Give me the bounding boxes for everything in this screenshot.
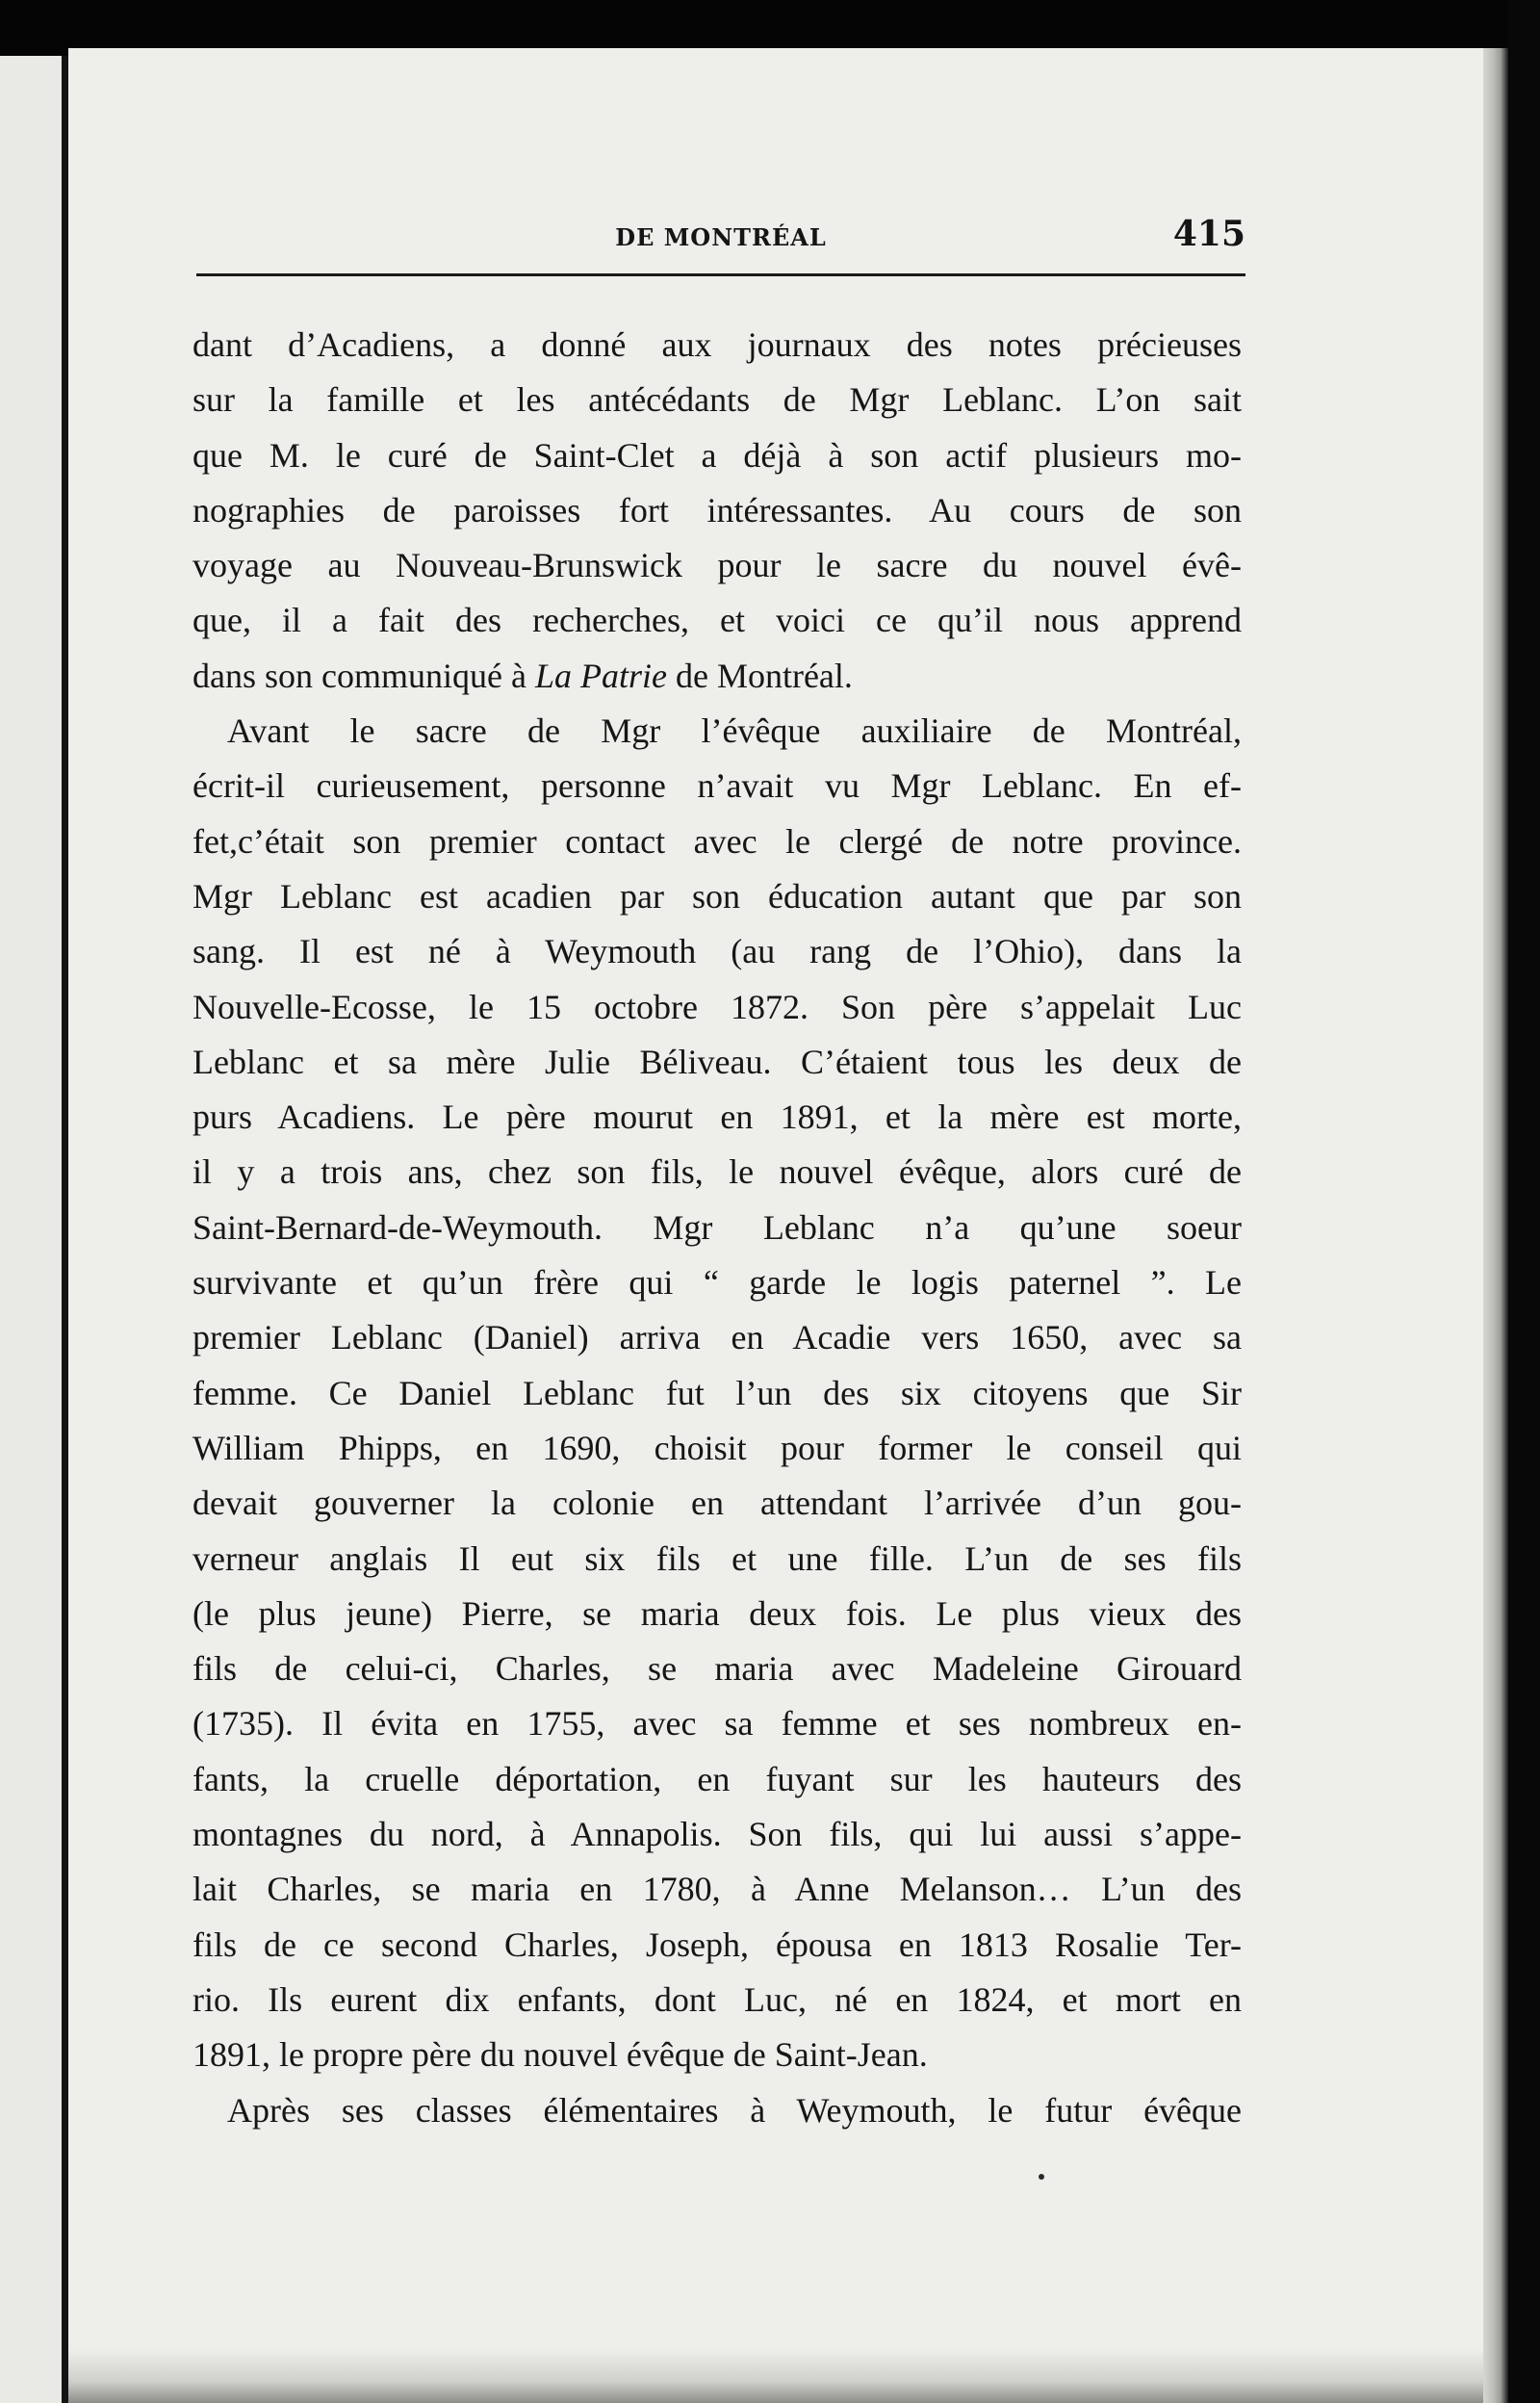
text-line: montagnes du nord, à Annapolis. Son fils, qui lui aussi s’appe- <box>192 1815 1242 1854</box>
text-line <box>192 649 1242 704</box>
header-rule <box>196 273 1245 276</box>
text-line: William Phipps, en 1690, choisit pour former le conseil qui <box>192 1428 1242 1467</box>
text-segment: de Montréal. <box>666 656 853 695</box>
text-line: fet,c’était son premier contact avec le clergé de notre province. <box>192 821 1242 861</box>
page-header <box>196 214 1245 266</box>
text-line: voyage au Nouveau-Brunswick pour le sacre du nouvel évê- <box>192 546 1242 585</box>
text-line: fils de celui-ci, Charles, se maria avec Madeleine Girouard <box>192 1649 1242 1689</box>
scan-left-margin <box>0 56 64 2403</box>
text-line: Avant le sacre de Mgr l’évêque auxiliaire de Montréal, <box>227 711 1242 751</box>
text-line: devait gouverner la colonie en attendant l’arrivée d’un gou- <box>192 1484 1242 1523</box>
text-line: premier Leblanc (Daniel) arriva en Acadie vers 1650, avec sa <box>192 1318 1242 1357</box>
text-line: il y a trois ans, chez son fils, le nouvel évêque, alors curé de <box>192 1152 1242 1192</box>
scan-right-border <box>1508 0 1540 2403</box>
text-line: purs Acadiens. Le père mourut en 1891, et la mère est morte, <box>192 1098 1242 1137</box>
running-head: DE MONTRÉAL <box>615 223 827 251</box>
text-line: que, il a fait des recherches, et voici ce qu’il nous apprend <box>192 601 1242 640</box>
page-number: 415 <box>1172 214 1245 254</box>
newspaper-title: La Patrie <box>534 656 667 695</box>
text-line: dant d’Acadiens, a donné aux journaux des notes précieuses <box>192 325 1242 364</box>
page-gutter-line <box>62 56 68 2403</box>
text-line: que M. le curé de Saint-Clet a déjà à son actif plusieurs mo- <box>192 435 1242 475</box>
text-line: femme. Ce Daniel Leblanc fut l’un des six citoyens que Sir <box>192 1373 1242 1412</box>
text-line: lait Charles, se maria en 1780, à Anne Melanson… L’un des <box>192 1870 1242 1909</box>
text-line: (1735). Il évita en 1755, avec sa femme et ses nombreux en- <box>192 1704 1242 1744</box>
text-line: Saint-Bernard-de-Weymouth. Mgr Leblanc n’a qu’une soeur <box>192 1207 1242 1247</box>
page-bottom-edge <box>68 2349 1483 2403</box>
text-segment: dans son communiqué à <box>192 656 535 695</box>
page-right-edge <box>1483 48 1508 2403</box>
text-line: Leblanc et sa mère Julie Béliveau. C’étaient tous les deux de <box>192 1042 1242 1081</box>
text-line: survivante et qu’un frère qui “ garde le logis paternel ”. Le <box>192 1263 1242 1303</box>
ink-speck <box>1039 2174 1044 2180</box>
text-line: nographies de paroisses fort intéressantes. Au cours de son <box>192 490 1242 530</box>
text-line: Mgr Leblanc est acadien par son éducation autant que par son <box>192 876 1242 916</box>
text-line: fants, la cruelle déportation, en fuyant sur les hauteurs des <box>192 1759 1242 1798</box>
body-text <box>192 318 1242 2138</box>
text-line: écrit-il curieusement, personne n’avait vu Mgr Leblanc. En ef- <box>192 766 1242 806</box>
text-line: verneur anglais Il eut six fils et une fille. L’un de ses fils <box>192 1538 1242 1578</box>
text-line: Nouvelle-Ecosse, le 15 octobre 1872. Son père s’appelait Luc <box>192 987 1242 1026</box>
text-line: (le plus jeune) Pierre, se maria deux fois. Le plus vieux des <box>192 1593 1242 1633</box>
text-line: 1891, le propre père du nouvel évêque de Saint-Jean. <box>192 2035 928 2075</box>
text-line: rio. Ils eurent dix enfants, dont Luc, né en 1824, et mort en <box>192 1979 1242 2019</box>
text-line: Après ses classes élémentaires à Weymouth, le futur évêque <box>227 2090 1242 2130</box>
text-line: fils de ce second Charles, Joseph, épousa en 1813 Rosalie Ter- <box>192 1925 1242 1964</box>
text-line: sur la famille et les antécédants de Mgr Leblanc. L’on sait <box>192 380 1242 420</box>
text-line: sang. Il est né à Weymouth (au rang de l’Ohio), dans la <box>192 932 1242 971</box>
